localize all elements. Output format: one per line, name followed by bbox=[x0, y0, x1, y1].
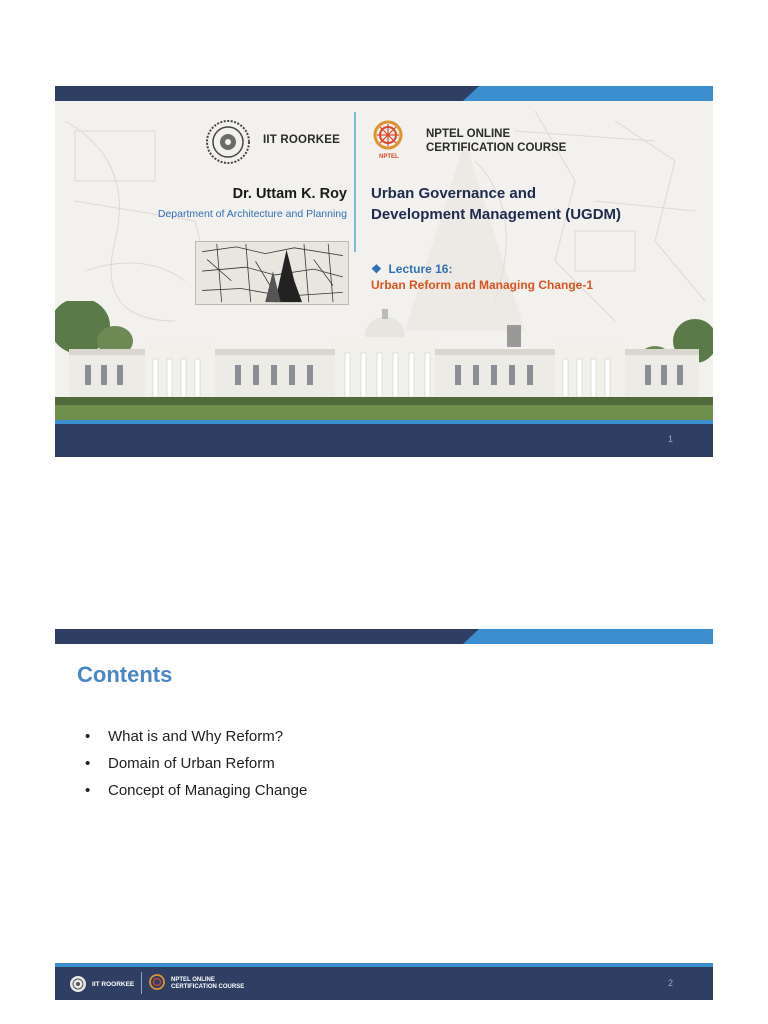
footer-nptel-line2: CERTIFICATION COURSE bbox=[171, 984, 245, 990]
footer-divider bbox=[141, 972, 142, 994]
title-slide bbox=[55, 86, 713, 457]
course-title bbox=[371, 183, 621, 225]
footer-bar bbox=[55, 963, 713, 1000]
nptel-logo bbox=[373, 120, 403, 150]
diamond-bullet-icon: ❖ bbox=[371, 262, 382, 276]
bottom-bar-accent bbox=[55, 420, 713, 424]
iit-roorkee-logo bbox=[69, 975, 87, 993]
course-title-line2: Development Management (UGDM) bbox=[371, 206, 622, 223]
footer-bar-accent bbox=[55, 963, 713, 967]
institute-name: IIT ROORKEE bbox=[263, 134, 340, 146]
nptel-title-line1: NPTEL ONLINE bbox=[426, 128, 511, 140]
nptel-title-line2: CERTIFICATION COURSE bbox=[426, 142, 567, 154]
nptel-logo-text: NPTEL bbox=[379, 154, 399, 160]
list-item: • Concept of Managing Change bbox=[85, 777, 307, 804]
page-number: 2 bbox=[667, 978, 673, 988]
course-title-line1: Urban Governance and bbox=[371, 185, 537, 202]
slide-title: Contents bbox=[77, 662, 173, 687]
footer-nptel-title bbox=[171, 977, 244, 991]
department-name: Department of Architecture and Planning bbox=[157, 208, 347, 220]
page-number: 1 bbox=[667, 434, 673, 444]
lecture-title: Urban Reform and Managing Change-1 bbox=[371, 278, 594, 292]
bottom-bar bbox=[55, 420, 713, 457]
footer-institute-name: IIT ROORKEE bbox=[92, 981, 135, 988]
main-building-photo bbox=[55, 301, 713, 425]
top-bar bbox=[55, 86, 713, 101]
author-name: Dr. Uttam K. Roy bbox=[232, 186, 347, 202]
top-bar bbox=[55, 629, 713, 644]
footer-nptel-line1: NPTEL ONLINE bbox=[171, 977, 215, 983]
list-item: • What is and Why Reform? bbox=[85, 723, 307, 750]
contents-list bbox=[85, 723, 307, 804]
header-divider bbox=[354, 112, 356, 252]
iit-roorkee-logo bbox=[205, 119, 251, 165]
top-bar-accent bbox=[463, 629, 713, 644]
city-map-image bbox=[195, 241, 349, 305]
list-item: • Domain of Urban Reform bbox=[85, 750, 307, 777]
top-bar-accent bbox=[463, 86, 713, 101]
nptel-course-title bbox=[426, 127, 566, 155]
nptel-logo bbox=[149, 974, 165, 990]
lecture-number: Lecture 16: bbox=[388, 262, 453, 276]
contents-slide bbox=[55, 629, 713, 1000]
lecture-label bbox=[371, 262, 452, 276]
